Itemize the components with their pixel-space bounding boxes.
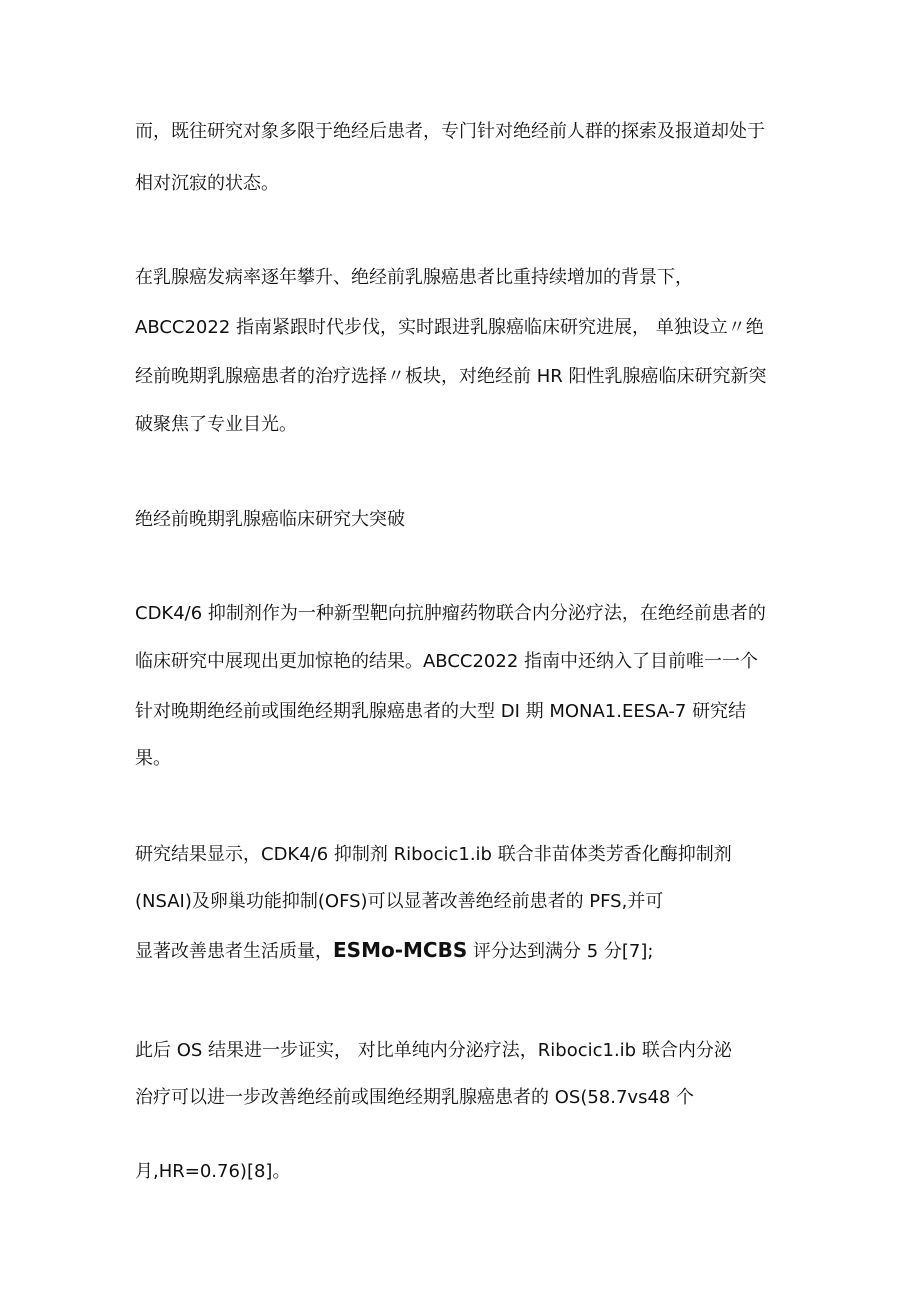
paragraph-3-line-2: 临床研究中展现出更加惊艳的结果。ABCC2022 指南中还纳入了目前唯一一个 <box>135 651 759 672</box>
paragraph-3-line-1: CDK4/6 抑制剂作为一种新型靶向抗肿瘤药物联合内分泌疗法，在绝经前患者的 <box>135 603 766 624</box>
paragraph-4-line-2: (NSAI)及卵巢功能抑制(OFS)可以显著改善绝经前患者的 PFS,并可 <box>135 891 664 912</box>
paragraph-2-line-2: ABCC2022 指南紧跟时代步伐，实时跟进乳腺癌临床研究进展， 单独设立〃绝 <box>135 317 764 338</box>
paragraph-5-line-1: 此后 OS 结果进一步证实， 对比单纯内分泌疗法，Ribocic1.ib 联合内分泌 <box>135 1040 732 1061</box>
line-text-before: 显著改善患者生活质量， <box>135 941 333 962</box>
paragraph-4-line-3 <box>135 938 653 964</box>
paragraph-3-line-4: 果。 <box>135 748 171 769</box>
paragraph-2-line-1: 在乳腺癌发病率逐年攀升、绝经前乳腺癌患者比重持续增加的背景下， <box>135 267 693 288</box>
paragraph-1-line-1: 而，既往研究对象多限于绝经后患者，专门针对绝经前人群的探索及报道却处于 <box>135 121 765 142</box>
esmo-mcbs-emphasis: ESMo-MCBS <box>333 938 468 962</box>
paragraph-3-line-3: 针对晚期绝经前或围绝经期乳腺癌患者的大型 DI 期 MONA1.EESA-7 研究结 <box>135 701 747 722</box>
paragraph-5-line-2: 治疗可以进一步改善绝经前或围绝经期乳腺癌患者的 OS(58.7vs48 个 <box>135 1087 695 1108</box>
paragraph-5-line-3: 月,HR=0.76)[8]。 <box>135 1161 291 1182</box>
paragraph-2-line-4: 破聚焦了专业目光。 <box>135 414 297 435</box>
line-text-after: 评分达到满分 5 分[7]; <box>467 941 654 962</box>
section-heading: 绝经前晚期乳腺癌临床研究大突破 <box>135 509 405 530</box>
paragraph-2-line-3: 经前晚期乳腺癌患者的治疗选择〃板块，对绝经前 HR 阳性乳腺癌临床研究新突 <box>135 366 767 387</box>
paragraph-1-line-2: 相对沉寂的状态。 <box>135 173 279 194</box>
paragraph-4-line-1: 研究结果显示，CDK4/6 抑制剂 Ribocic1.ib 联合非苗体类芳香化酶抑制剂 <box>135 844 732 865</box>
